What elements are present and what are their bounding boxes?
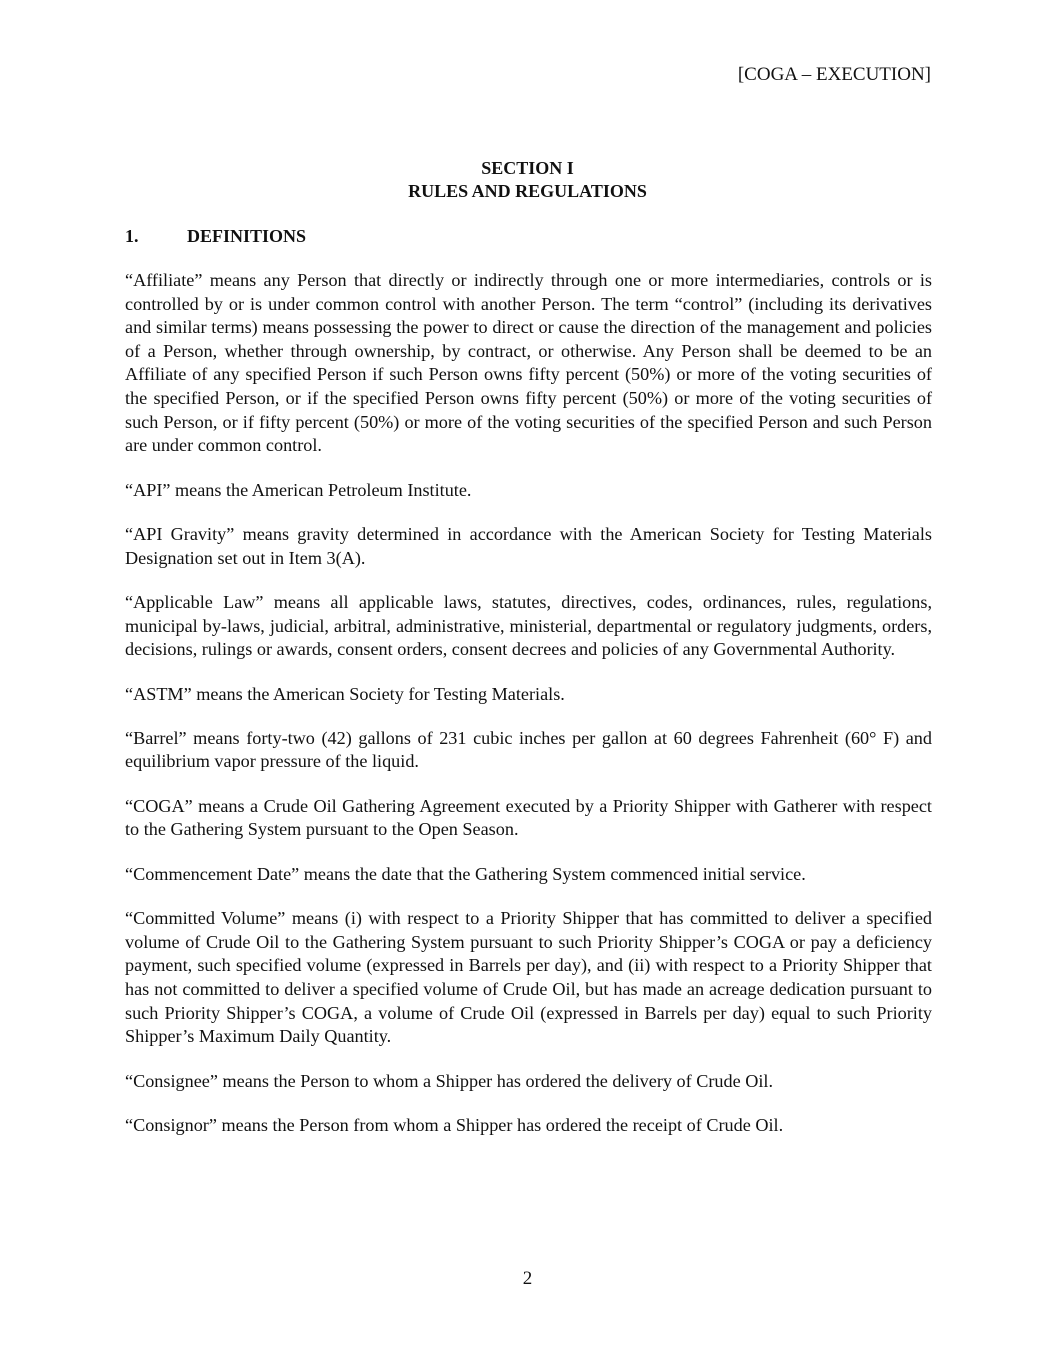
section-subtitle: RULES AND REGULATIONS	[408, 181, 647, 201]
definition-consignor: “Consignor” means the Person from whom a Shipper has ordered the receipt of Crude Oil.	[125, 1115, 784, 1135]
definitions-heading	[125, 225, 306, 247]
definition-api-gravity: “API Gravity” means gravity determined in accordance with the American Society for Testing Materials Designation set out in Item 3(A).	[125, 523, 932, 568]
definitions-heading-label: DEFINITIONS	[187, 226, 307, 246]
definition-api: “API” means the American Petroleum Institute.	[125, 479, 472, 500]
section-title: SECTION I	[481, 158, 574, 178]
document-header-tag: [COGA – EXECUTION]	[737, 64, 931, 85]
definition-commencement-date: “Commencement Date” means the date that the Gathering System commenced initial service.	[125, 863, 806, 884]
definition-astm: “ASTM” means the American Society for Testing Materials.	[125, 683, 565, 704]
definition-committed-volume: “Committed Volume” means (i) with respect to a Priority Shipper that has committed to deliver a specified volume of Crude Oil to the Gathering System pursuant to such Priority Shipper’s COGA or pay a deficiency payment, such specified volume (expressed in Barrels per day), and (ii) with respect to a Priority Shipper that has not committed to deliver a specified volume of Crude Oil, but has made an acreage dedication pursuant to such Priority Shipper’s COGA, a volume of Crude Oil (expressed in Barrels per day) equal to such Priority Shipper’s Maximum Daily Quantity.	[125, 908, 932, 1047]
definitions-heading-number: 1.	[125, 226, 139, 246]
page-number: 2	[522, 1268, 533, 1289]
section-heading	[0, 157, 1055, 203]
definition-applicable-law: “Applicable Law” means all applicable laws, statutes, directives, codes, ordinances, rules, regulations, municipal by-laws, judicial, arbitral, administrative, ministerial, departmental or regulatory judgments, orders, decisions, rulings or awards, consent orders, consent decrees and policies of any Governmental Authority.	[125, 591, 932, 660]
definition-affiliate: “Affiliate” means any Person that directly or indirectly through one or more intermediaries, controls or is controlled by or is under common control with another Person. The term “control” (including its derivatives and similar terms) means possessing the power to direct or cause the direction of the management and policies of a Person, whether through ownership, by contract, or otherwise. Any Person shall be deemed to be an Affiliate of any specified Person if such Person owns fifty percent (50%) or more of the voting securities of the specified Person, or if the specified Person owns fifty percent (50%) or more of the voting securities of such Person, or if fifty percent (50%) or more of the voting securities of the specified Person and such Person are under common control.	[125, 270, 932, 456]
definitions-list	[125, 269, 932, 1158]
definition-consignee: “Consignee” means the Person to whom a Shipper has ordered the delivery of Crude Oil.	[125, 1070, 774, 1091]
definition-barrel: “Barrel” means forty-two (42) gallons of 231 cubic inches per gallon at 60 degrees Fahrenheit (60° F) and equilibrium vapor pressure of the liquid.	[125, 727, 932, 772]
definition-coga: “COGA” means a Crude Oil Gathering Agreement executed by a Priority Shipper with Gatherer with respect to the Gathering System pursuant to the Open Season.	[125, 795, 932, 840]
